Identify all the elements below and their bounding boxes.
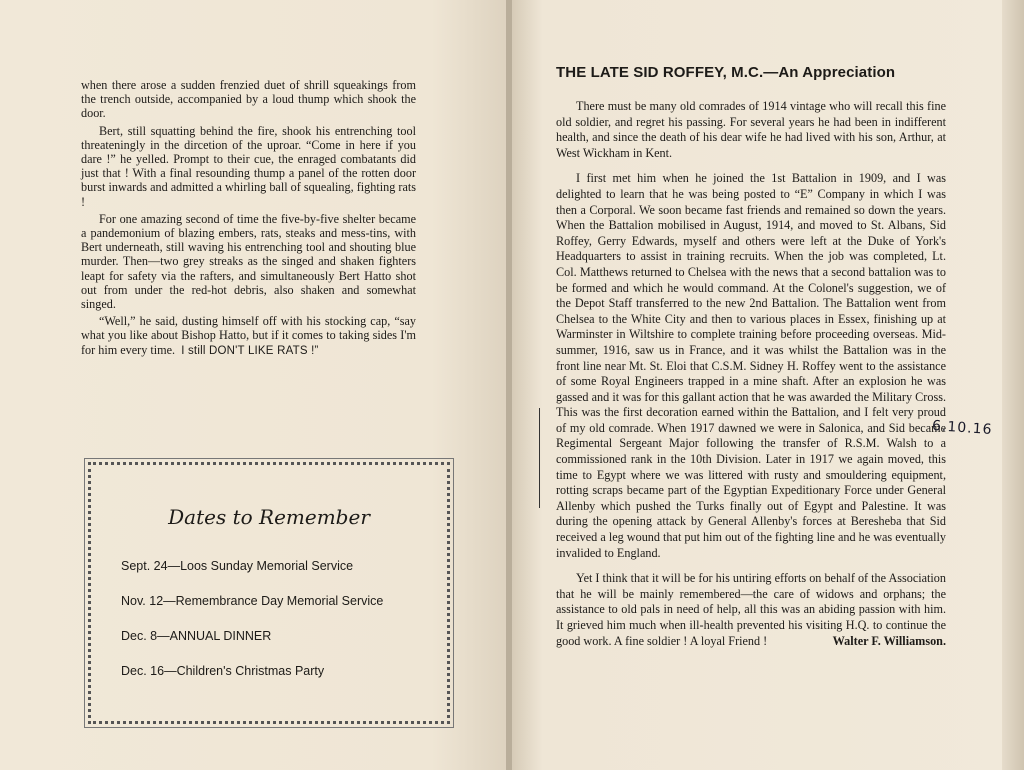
date-item: Dec. 8—ANNUAL DINNER (121, 629, 272, 643)
handwritten-date-note: 6.10.16 (931, 417, 993, 439)
story-closing-caps: I still DON'T LIKE RATS !” (181, 344, 319, 357)
article-signature: Walter F. Williamson. (832, 633, 946, 648)
dates-title: Dates to Remember (168, 505, 370, 529)
margin-pen-line (539, 408, 540, 508)
article-paragraph-last (556, 571, 946, 649)
dates-to-remember-box (88, 462, 450, 724)
article-last-text: Yet I think that it will be for his untiring efforts on behalf of the Association that he will be mainly remembered—the care of widows and orphans; the assistance to old pals in need of help, all this was an abiding passion with him. It grieved him much when ill-health prevented his visiting H.Q. to continue the good work. A fine soldier ! A loyal Friend ! (556, 571, 946, 648)
left-page (0, 0, 508, 770)
story-paragraph-last (81, 314, 416, 358)
story-last-text: “Well,” he said, dusting himself off with his stocking cap, “say what you like about Bishop Hatto, but if it comes to taking sides I'm for him every time. (81, 314, 416, 357)
article-paragraph: There must be many old comrades of 1914 vintage who will recall this fine old soldier, and regret his passing. For several years he had been in indifferent health, and since the death of his dear wife he had lived with his son, Arthur, at West Wickham in Kent. (556, 99, 946, 160)
article-paragraph: I first met him when he joined the 1st Battalion in 1909, and I was delighted to learn that he was being posted to “E” Company in which I was then a Corporal. We soon became fast friends and remained so down the years. When the Battalion mobilised in August, 1914, and moved to St. Albans, Sid Roffey, Gerry Edwards, myself and others were left at the Duke of York's Headquarters to assist in training recruits. When the job was completed, Lt. Col. Matthews returned to Chelsea with the news that a second battalion was to be formed and which he would command. At the Colonel's suggestion, we of the Depot Staff transferred to the new 2nd Battalion. The Battalion went from Chelsea to the White City and then to various places in Essex, finishing up at Warminster in Wiltshire to complete training before proceeding overseas. Mid-summer, 1916, saw us in France, and it was whilst the Battalion was in the front line near Mt. St. Eloi that C.S.M. Sidney H. Roffey went to the assistance of some Royal Engineers trapped in a mine shaft. After an explosion he was gassed and it was for this gallant action that he was awarded the Military Cross. This was the first decoration earned within the Battalion, and I felt very proud of my old comrade. When 1917 dawned we were in Salonica, and Sid became Regimental Sergeant Major following the transfer of R.S.M. Walsh to a commissioned rank in the 10th Division. Later in 1917 we again moved, this time to Egypt where we was littered with rusty and smouldering equipment, rotting scraps became part of the Egyptian Expeditionary Force under General Allenby which pushed the Turks finally out of Egypt and Palestine. It was during the opening attack by General Allenby's forces at Beresheba that Sid received a leg wound that put him out of the fighting line and he was eventually invalided to England. (556, 171, 946, 560)
right-page (512, 0, 1024, 770)
page-edge (1002, 0, 1024, 770)
story-paragraph: Bert, still squatting behind the fire, shook his entrenching tool threateningly in the dircetion of the uproar. “Come in here if you dare !” he yelled. Prompt to their cue, the enraged combatants did just that ! With a final resounding thump a panel of the rotten door burst inwards and admitted a whirling ball of squealing, fighting rats ! (81, 123, 416, 209)
story-paragraph: when there arose a sudden frenzied duet of shrill squeakings from the trench outside, accompanied by a loud thump which shook the door. (81, 78, 416, 121)
story-paragraph: For one amazing second of time the five-by-five shelter became a pandemonium of blazing embers, rats, steaks and mess-tins, with Bert underneath, still waving his entrenching tool and shouting blue murder. Then—two grey streaks as the singed and shaken fighters leapt for safety via the rafters, and simultaneously Bert Hatto shot out from under the red-hot debris, also shaken and somewhat singed. (81, 211, 416, 312)
date-item: Dec. 16—Children's Christmas Party (121, 664, 325, 678)
article-title: THE LATE SID ROFFEY, M.C.—An Appreciation (556, 64, 896, 81)
date-item: Sept. 24—Loos Sunday Memorial Service (121, 559, 354, 573)
dates-list (121, 559, 441, 699)
date-item: Nov. 12—Remembrance Day Memorial Service (121, 594, 384, 608)
appreciation-article (556, 64, 946, 659)
story-text (81, 78, 416, 361)
